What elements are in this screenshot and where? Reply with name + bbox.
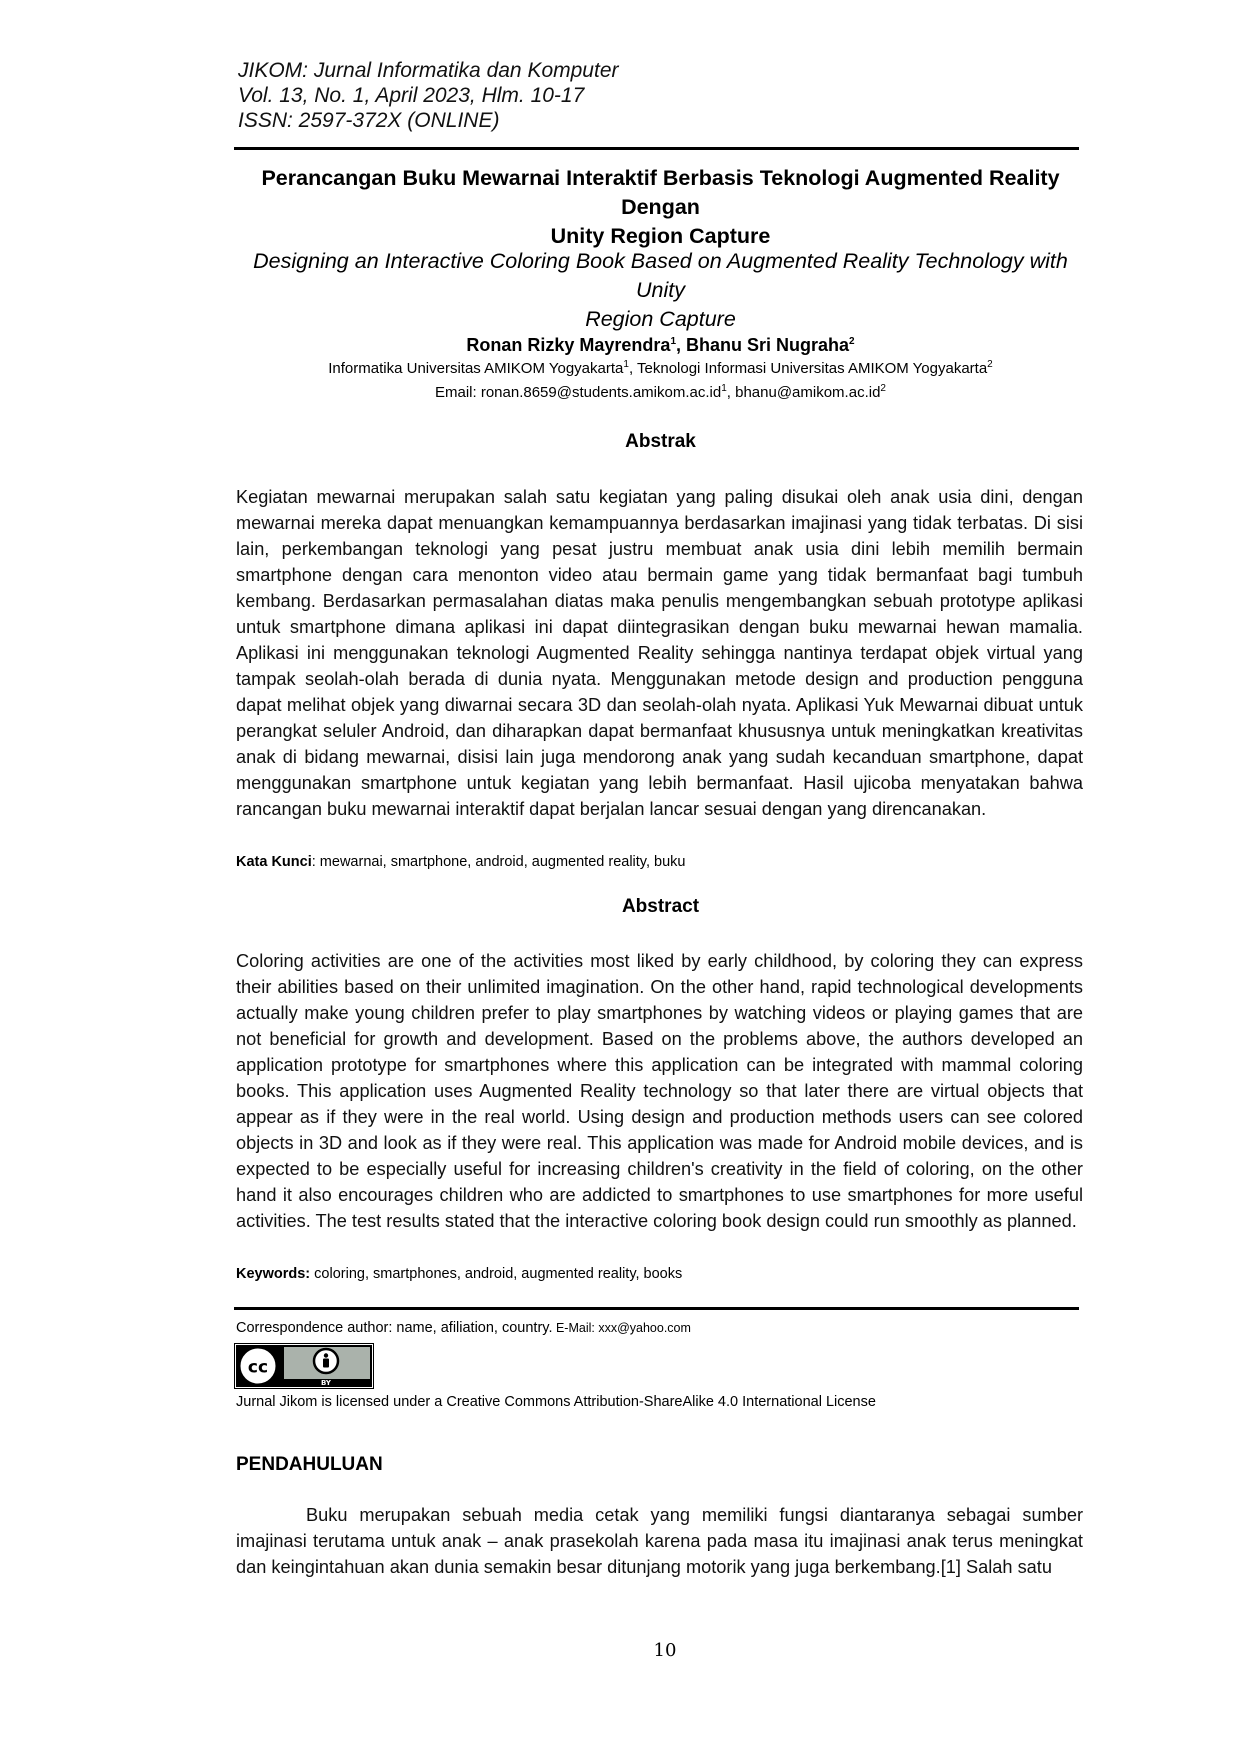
keywords (236, 1264, 1083, 1284)
affiliation-2-superscript: 2 (987, 359, 993, 370)
kata-kunci-label: Kata Kunci (236, 854, 312, 870)
keywords-label: Keywords: (236, 1266, 311, 1282)
header-divider (234, 147, 1079, 150)
email-2: bhanu@amikom.ac.id (735, 384, 881, 401)
pendahuluan-heading: PENDAHULUAN (236, 1454, 383, 1475)
author-emails (238, 383, 1083, 403)
journal-name: JIKOM: Jurnal Informatika dan Komputer (238, 59, 619, 82)
affiliations (238, 359, 1083, 379)
author-1-superscript: 1 (670, 336, 676, 347)
paper-title-english-line-1: Designing an Interactive Coloring Book Based on Augmented Reality Technology with Unity (253, 249, 1068, 302)
abstrak-text: Kegiatan mewarnai merupakan salah satu kegiatan yang paling disukai oleh anak usia dini, dengan mewarnai mereka dapat menuangkan kemampuannya berdasarkan imajinasi yang tidak terbatas. Di sisi lain, perkembangan teknologi yang pesat justru membuat anak usia dini lebih memilih bermain smartphone dengan cara menonton video atau bermain game yang tidak bermanfaat bagi tumbuh kembang. Berdasarkan permasalahan diatas maka penulis mengembangkan sebuah prototype aplikasi untuk smartphone dimana aplikasi ini dapat diintegrasikan dengan buku mewarnai hewan mamalia. Aplikasi ini menggunakan teknologi Augmented Reality sehingga nantinya terdapat objek virtual yang tampak seolah-olah berada di dunia nyata. Menggunakan metode design and production pengguna dapat melihat objek yang diwarnai secara 3D dan seolah-olah nyata. Aplikasi Yuk Mewarnai dibuat untuk perangkat seluler Android, dan diharapkan dapat bermanfaat khususnya untuk meningkatkan kreativitas anak di bidang mewarnai, disisi lain juga mendorong anak yang sudah kecanduan smartphone, dapat menggunakan smartphone untuk kegiatan yang lebih bermanfaat. Hasil ujicoba menyatakan bahwa rancangan buku mewarnai interaktif dapat berjalan lancar sesuai dengan yang direncanakan. (236, 487, 1083, 819)
journal-header (238, 58, 1078, 133)
abstract-heading: Abstract (621, 896, 700, 917)
correspondence-note (236, 1318, 1081, 1338)
email-2-superscript: 2 (880, 383, 886, 394)
paper-title-english (238, 247, 1083, 334)
license-text: Jurnal Jikom is licensed under a Creative Commons Attribution-ShareAlike 4.0 International License (236, 1394, 876, 1410)
email-1-superscript: 1 (721, 383, 727, 394)
journal-volume: Vol. 13, No. 1, April 2023, Hlm. 10-17 (238, 84, 585, 107)
kata-kunci-values: : mewarnai, smartphone, android, augmented reality, buku (311, 854, 686, 870)
cc-by-license-badge[interactable] (234, 1343, 374, 1389)
pendahuluan-text: Buku merupakan sebuah media cetak yang memiliki fungsi diantaranya sebagai sumber imajinasi terutama untuk anak – anak prasekolah karena pada masa itu imajinasi anak terus meningkat dan keingintahuan akan dunia semakin besar ditunjang motorik yang juga berkembang.[1] Salah satu (236, 1505, 1083, 1577)
correspondence-text: Correspondence author: name, afiliation, country. (236, 1320, 553, 1336)
paper-title-english-line-2: Region Capture (585, 307, 736, 331)
affiliation-1-superscript: 1 (623, 359, 629, 370)
page-number: 10 (653, 1640, 677, 1661)
correspondence-email: E-Mail: xxx@yahoo.com (552, 1321, 691, 1335)
cc-logo-text: cc (247, 1357, 269, 1378)
email-prefix: Email: (435, 384, 481, 401)
by-label: BY (320, 1379, 332, 1387)
author-2: Bhanu Sri Nugraha (686, 335, 850, 355)
affiliation-1: Informatika Universitas AMIKOM Yogyakarta (328, 360, 624, 377)
author-1: Ronan Rizky Mayrendra (466, 335, 671, 355)
author-separator: , (676, 335, 687, 355)
affiliation-2: Teknologi Informasi Universitas AMIKOM Yogyakarta (637, 360, 988, 377)
paper-title-line-1: Perancangan Buku Mewarnai Interaktif Berbasis Teknologi Augmented Reality Dengan (261, 166, 1060, 219)
author-2-superscript: 2 (849, 336, 855, 347)
keywords-values: coloring, smartphones, android, augmented reality, books (310, 1266, 683, 1282)
affiliation-separator: , (628, 360, 638, 377)
paper-title-line-2: Unity Region Capture (550, 224, 771, 248)
email-1: ronan.8659@students.amikom.ac.id (480, 384, 722, 401)
kata-kunci (236, 852, 1083, 872)
email-separator: , (726, 384, 736, 401)
abstrak-heading: Abstrak (625, 431, 696, 452)
footer-divider (234, 1307, 1079, 1310)
journal-issn: ISSN: 2597-372X (ONLINE) (238, 109, 500, 132)
abstract-text: Coloring activities are one of the activities most liked by early childhood, by coloring they can express their abilities based on their unlimited imagination. On the other hand, rapid technological developments actually make young children prefer to play smartphones by watching videos or playing games that are not beneficial for growth and development. Based on the problems above, the authors developed an application prototype for smartphones where this application can be integrated with mammal coloring books. This application uses Augmented Reality technology so that later there are virtual objects that appear as if they were in the real world. Using design and production methods users can see colored objects in 3D and look as if they were real. This application was made for Android mobile devices, and is expected to be especially useful for increasing children's creativity in the field of coloring, on the other hand it also encourages children who are addicted to smartphones to use smartphones for more useful activities. The test results stated that the interactive coloring book design could run smoothly as planned. (236, 951, 1083, 1231)
paper-title (238, 164, 1083, 251)
author-list (238, 333, 1083, 357)
